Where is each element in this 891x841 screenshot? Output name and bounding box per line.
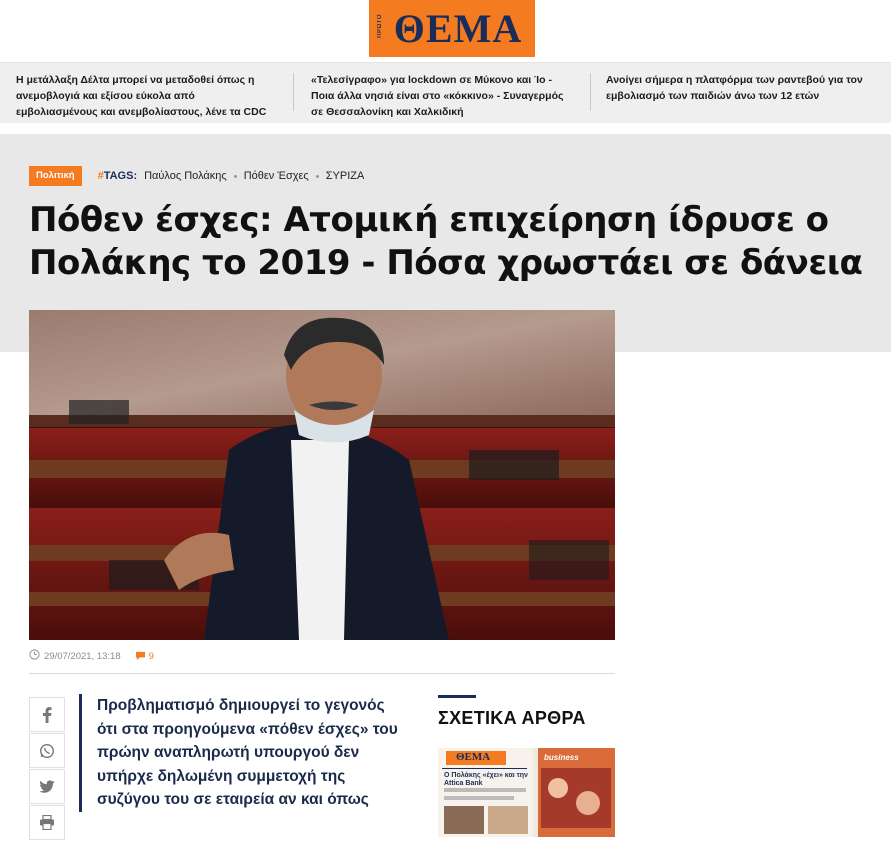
news-ticker [0, 62, 891, 123]
tag-list [144, 170, 364, 182]
related-articles-title: ΣΧΕΤΙΚΑ ΑΡΘΡΑ [438, 708, 586, 728]
article-meta-row [29, 166, 364, 186]
comments-link[interactable] [135, 651, 154, 662]
facebook-share-button[interactable] [29, 697, 65, 732]
thumb-logo: ΘΕΜΑ [456, 751, 491, 763]
divider [29, 673, 615, 674]
print-button[interactable] [29, 805, 65, 840]
facebook-icon [41, 707, 53, 723]
thumb-headline: Ο Πολάκης «έχει» και την Attica Bank [444, 772, 528, 787]
tags-hash: # [97, 170, 104, 182]
tags-label [98, 170, 138, 182]
site-logo[interactable] [369, 0, 535, 57]
ticker-link-2[interactable]: «Τελεσίγραφο» για lockdown σε Μύκονο και Ίο - Ποια άλλα νησιά είναι στο «κόκκινο» - Συναγερμός σε Θεσσαλονίκη και Χαλκιδική [293, 63, 590, 123]
twitter-icon [39, 780, 55, 794]
ticker-link-3[interactable]: Ανοίγει σήμερα η πλατφόρμα των ραντεβού για τον εμβολιασμό των παιδιών άνω των 12 ετών [590, 63, 891, 123]
whatsapp-icon [39, 743, 55, 759]
ticker-link-1[interactable]: Η μετάλλαξη Δέλτα μπορεί να μεταδοθεί όπως η ανεμοβλογιά και εξίσου εύκολα από εμβολιασμένους και ανεμβολίαστους, λένε τα CDC [16, 74, 267, 118]
print-icon [39, 815, 55, 830]
logo-small-text: ΠΡΩΤΟ [377, 14, 383, 38]
tags-label-text: TAGS: [103, 170, 138, 182]
site-header [0, 0, 891, 62]
tag-separator [234, 175, 237, 178]
article-lead: Προβληματισμό δημιουργεί το γεγονός ότι στα προηγούμενα «πόθεν έσχες» του πρώην αναπληρωτή υπουργού δεν υπήρχε δηλωμένη συμμετοχή της συζύγου του σε εταιρεία αν και όπως [79, 694, 409, 812]
tag-link[interactable]: Πόθεν Έσχες [243, 170, 309, 182]
related-accent-rule [438, 695, 476, 698]
article-photo [29, 310, 615, 640]
comment-count: 9 [148, 650, 154, 662]
parliament-photo-illustration [29, 310, 615, 640]
article-headline: Πόθεν έσχες: Ατομική επιχείρηση ίδρυσε ο Πολάκης το 2019 - Πόσα χρωστάει σε δάνεια [29, 200, 863, 283]
twitter-share-button[interactable] [29, 769, 65, 804]
comment-icon [135, 651, 146, 661]
logo-main-text: ΘΕΜΑ [393, 6, 523, 51]
category-badge[interactable]: Πολιτική [29, 166, 82, 186]
share-bar [29, 697, 65, 841]
tag-link[interactable]: ΣΥΡΙΖΑ [325, 170, 365, 182]
related-article-thumbnail[interactable] [438, 748, 615, 837]
clock-icon [29, 649, 40, 663]
whatsapp-share-button[interactable] [29, 733, 65, 768]
publish-date: 29/07/2021, 13:18 [44, 650, 121, 662]
thumb-section: business [544, 753, 579, 762]
tag-separator [316, 175, 319, 178]
tag-link[interactable]: Παύλος Πολάκης [144, 170, 227, 182]
article-dateline [29, 649, 154, 663]
